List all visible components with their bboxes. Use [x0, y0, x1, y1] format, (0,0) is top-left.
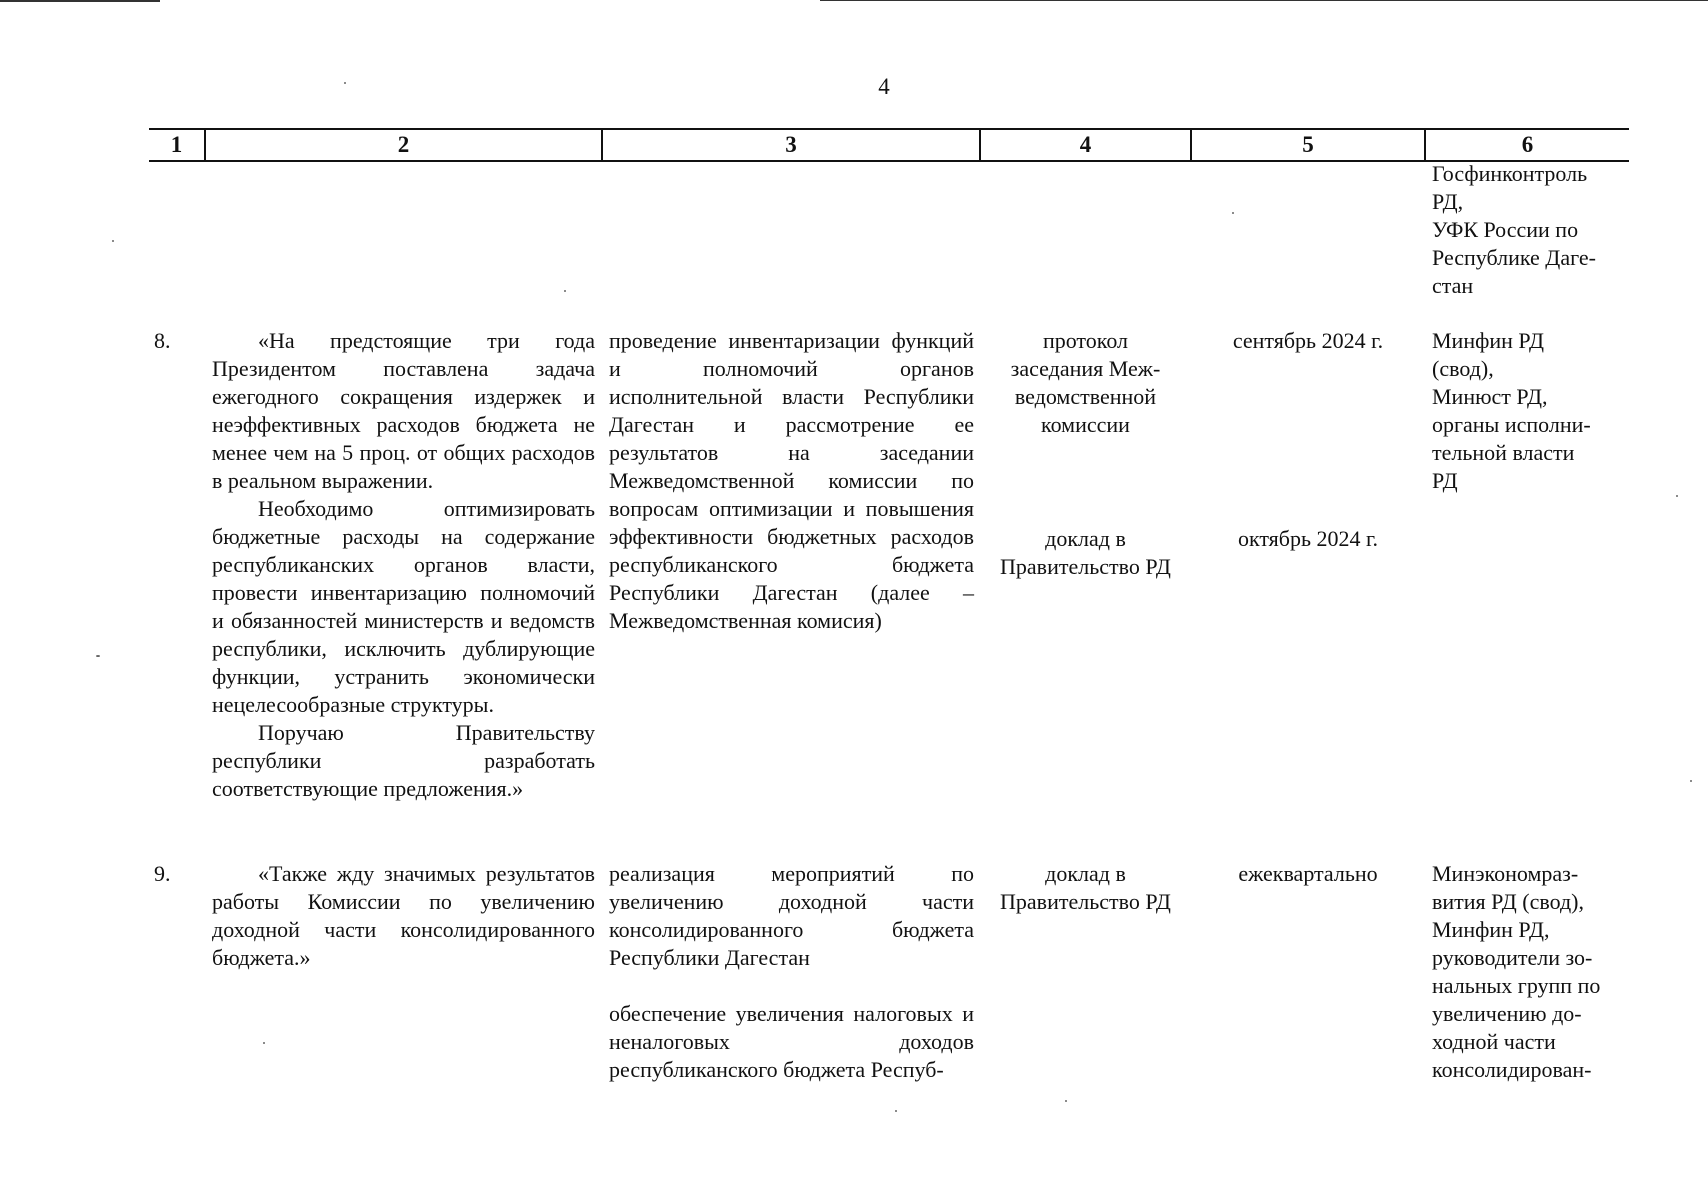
header-col-6: 6 — [1521, 132, 1534, 157]
row-8-deadline-1: сентябрь 2024 г. — [1232, 328, 1384, 353]
header-col-4: 4 — [1079, 132, 1092, 157]
row-8-measure: проведение инвентаризации функций и полномочий органов исполнительной власти Республики Дагестан и рассмотрение ее результатов на заседании Межведомственной комиссии по вопросам оптимизации и повышения эффективности бюджетных расходов республиканского бюджета Республики Дагестан (далее – Межведомственная комисия) — [609, 328, 974, 633]
row-9-measure-cell — [609, 860, 974, 1084]
row-8-quote-paragraph: «На предстоящие три года Президентом поставлена задача ежегодного сокращения издержек и неэффективных расходов бюджета не менее чем на 5 проц. от общих расходов в реальном выражении. — [212, 328, 595, 493]
page-number: 4 — [878, 74, 890, 99]
row-9-number: 9. — [154, 861, 171, 886]
header-col-1: 1 — [170, 132, 183, 157]
scan-speck — [564, 290, 566, 292]
row-9-quote-paragraph: «Также жду значимых результатов работы Комиссии по увеличению доходной части консолидированного бюджета.» — [212, 861, 595, 970]
row-8-quote-paragraph: Необходимо оптимизировать бюджетные расходы на содержание республиканских органов власти, провести инвентаризацию полномочий и обязанностей министерств и ведомств республики, исключить дублирующие функции, устранить экономически нецелесообразные структуры. — [212, 496, 595, 717]
table-header-row — [149, 128, 1629, 162]
scan-speck — [112, 240, 114, 242]
continuation-responsible-cell: Госфинконтроль РД, УФК России по Республике Даге- стан — [1432, 161, 1596, 298]
header-col-2: 2 — [397, 132, 410, 157]
row-9-responsible-cell: Минэкономраз- вития РД (свод), Минфин РД, руководители зо- нальных групп по увеличению до- ходной части консолидирован- — [1432, 861, 1601, 1082]
scan-speck — [1676, 495, 1678, 497]
row-8-responsible-cell: Минфин РД (свод), Минюст РД, органы исполни- тельной власти РД — [1432, 328, 1591, 493]
row-9-form-1: доклад в Правительство РД — [1000, 861, 1171, 914]
scan-top-line-left — [0, 0, 160, 2]
row-8-quote-paragraph: Поручаю Правительству республики разработать соответствующие предложения.» — [212, 720, 595, 801]
scan-speck — [1065, 1100, 1067, 1102]
row-9-measure: реализация мероприятий по увеличению доходной части консолидированного бюджета Республики Дагестан — [609, 861, 974, 970]
header-col-5: 5 — [1302, 132, 1314, 157]
row-8-quote-cell — [212, 327, 595, 803]
scan-speck — [263, 1042, 265, 1044]
row-8-number: 8. — [154, 328, 171, 353]
row-8-form-1: протокол заседания Меж- ведомственной комиссии — [1010, 328, 1161, 437]
row-9-deadline-1: ежеквартально — [1238, 861, 1378, 886]
scan-speck — [1232, 212, 1234, 214]
scan-top-line-right — [820, 0, 1708, 1]
scan-speck — [96, 655, 100, 657]
header-col-3: 3 — [785, 132, 797, 157]
scan-speck — [1690, 780, 1692, 782]
row-9-quote-cell — [212, 860, 595, 972]
row-8-measure-cell — [609, 327, 974, 635]
scan-speck — [895, 1110, 897, 1112]
row-8-form-2: доклад в Правительство РД — [1000, 526, 1171, 579]
row-9-measure: обеспечение увеличения налоговых и неналоговых доходов республиканского бюджета Респуб- — [609, 1001, 974, 1082]
row-8-deadline-2: октябрь 2024 г. — [1237, 526, 1379, 551]
scan-speck — [344, 82, 346, 84]
